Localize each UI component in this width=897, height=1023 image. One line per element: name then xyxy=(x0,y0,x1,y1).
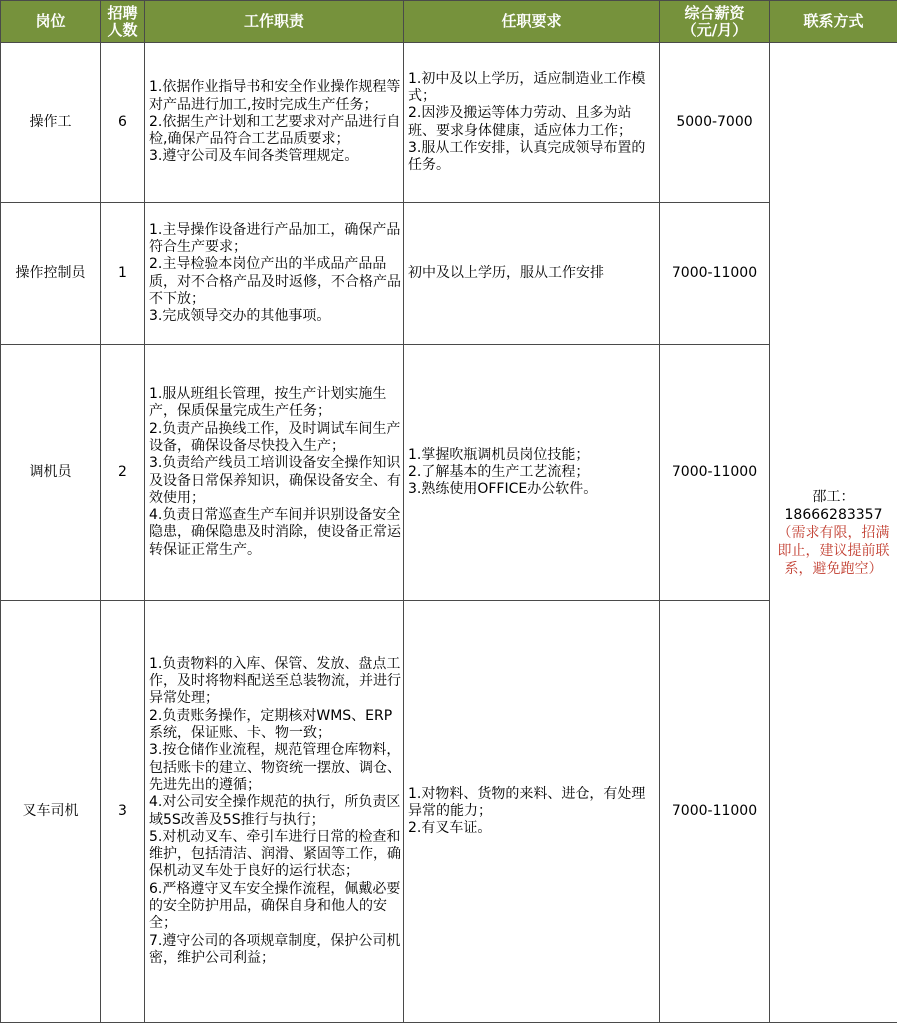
requirements-cell xyxy=(404,601,660,1023)
duty-line: 2.负责账务操作，定期核对WMS、ERP系统，保证账、卡、物一致； xyxy=(149,707,393,742)
duty-line: 2.主导检验本岗位产出的半成品产品品质，对不合格产品及时返修，不合格产品不下放； xyxy=(149,256,401,307)
duty-line: 3.负责给产线员工培训设备安全操作知识及设备日常保养知识，确保设备安全、有效使用； xyxy=(149,455,401,506)
requirement-line: 2.因涉及搬运等体力劳动、且多为站班、要求身体健康，适应体力工作； xyxy=(408,105,632,139)
salary-cell: 7000-11000 xyxy=(660,203,770,345)
salary-cell: 7000-11000 xyxy=(660,601,770,1023)
duty-line: 3.遵守公司及车间各类管理规定。 xyxy=(149,148,359,165)
header-duties: 工作职责 xyxy=(145,1,404,43)
position-cell: 调机员 xyxy=(1,345,101,601)
requirement-line: 3.熟练使用OFFICE办公软件。 xyxy=(408,481,598,498)
header-salary: 综合薪资 （元/月） xyxy=(660,1,770,43)
contact-cell xyxy=(770,43,897,1023)
contact-phone: 18666283357 xyxy=(784,506,883,523)
requirement-line: 1.对物料、货物的来料、进仓，有处理异常的能力； xyxy=(408,785,646,819)
header-position: 岗位 xyxy=(1,1,101,43)
requirement-line: 1.掌握吹瓶调机员岗位技能； xyxy=(408,446,590,463)
table-row xyxy=(1,345,897,601)
duties-cell xyxy=(145,601,404,1023)
header-contact: 联系方式 xyxy=(770,1,897,43)
duties-cell xyxy=(145,345,404,601)
duty-line: 2.负责产品换线工作，及时调试车间生产设备，确保设备尽快投入生产； xyxy=(149,420,401,454)
duty-line: 3.按仓储作业流程，规范管理仓库物料，包括账卡的建立、物资统一摆放、调仓、先进先出的遵循； xyxy=(149,742,401,793)
duty-line: 5.对机动叉车、牵引车进行日常的检查和维护，包括清洁、润滑、紧固等工作，确保机动叉车处于良好的运行状态； xyxy=(149,828,401,880)
position-cell: 操作工 xyxy=(1,43,101,203)
duties-cell xyxy=(145,203,404,345)
count-cell: 2 xyxy=(101,345,145,601)
duty-line: 1.依据作业指导书和安全作业操作规程等对产品进行加工,按时完成生产任务； xyxy=(149,79,401,113)
table-row xyxy=(1,43,897,203)
requirements-cell xyxy=(404,203,660,345)
count-cell: 6 xyxy=(101,43,145,203)
position-cell: 操作控制员 xyxy=(1,203,101,345)
duty-line: 1.负责物料的入库、保管、发放、盘点工作，及时将物料配送至总装物流，并进行异常处理； xyxy=(149,655,401,707)
count-cell: 1 xyxy=(101,203,145,345)
requirement-line: 3.服从工作安排，认真完成领导布置的任务。 xyxy=(408,139,646,174)
position-cell: 叉车司机 xyxy=(1,601,101,1023)
duty-line: 2.依据生产计划和工艺要求对产品进行自检,确保产品符合工艺品质要求； xyxy=(149,113,401,148)
duty-line: 1.主导操作设备进行产品加工，确保产品符合生产要求； xyxy=(149,221,401,255)
requirement-line: 初中及以上学历，服从工作安排 xyxy=(408,264,604,281)
requirement-line: 2.有叉车证。 xyxy=(408,820,492,837)
duty-line: 1.服从班组长管理，按生产计划实施生产，保质保量完成生产任务； xyxy=(149,386,387,420)
duty-line: 3.完成领导交办的其他事项。 xyxy=(149,308,331,325)
duty-line: 6.严格遵守叉车安全操作流程，佩戴必要的安全防护用品，确保自身和他人的安全； xyxy=(149,880,401,932)
requirement-line: 2.了解基本的生产工艺流程； xyxy=(408,463,590,480)
header-count: 招聘 人数 xyxy=(101,1,145,43)
duty-line: 4.负责日常巡查生产车间并识别设备安全隐患，确保隐患及时消除，使设备正常运转保证正常生产。 xyxy=(149,507,401,558)
contact-note: （需求有限，招满即止，建议提前联系，避免跑空） xyxy=(777,524,890,577)
requirement-line: 1.初中及以上学历，适应制造业工作模式； xyxy=(408,70,646,104)
count-cell: 3 xyxy=(101,601,145,1023)
header-requirements: 任职要求 xyxy=(404,1,660,43)
requirements-cell xyxy=(404,43,660,203)
header-row xyxy=(1,1,897,43)
table-row xyxy=(1,601,897,1023)
duties-cell xyxy=(145,43,404,203)
contact-name: 邵工： xyxy=(812,488,855,505)
duty-line: 4.对公司安全操作规范的执行，所负责区域5S改善及5S推行与执行； xyxy=(149,794,401,828)
duty-line: 7.遵守公司的各项规章制度，保护公司机密，维护公司利益； xyxy=(149,932,401,966)
salary-cell: 5000-7000 xyxy=(660,43,770,203)
requirements-cell xyxy=(404,345,660,601)
table-row xyxy=(1,203,897,345)
salary-cell: 7000-11000 xyxy=(660,345,770,601)
